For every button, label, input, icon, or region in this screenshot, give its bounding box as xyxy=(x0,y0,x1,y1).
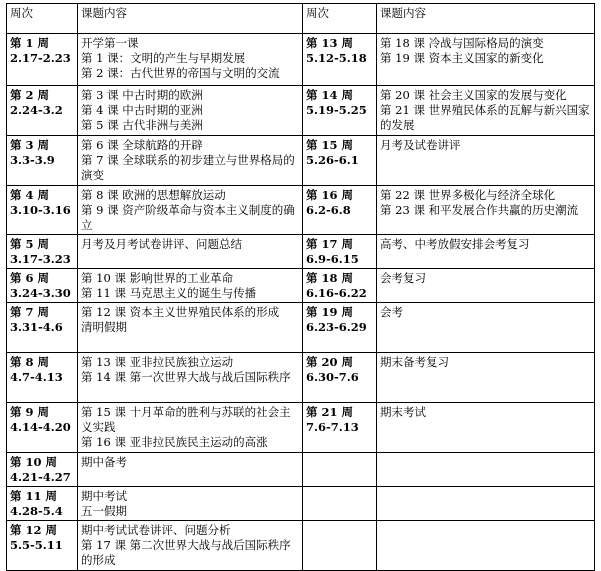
week-cell-left xyxy=(7,303,78,353)
table-row xyxy=(7,136,595,186)
lesson-line: 第 22 课 世界多极化与经济全球化 xyxy=(380,188,556,202)
week-label: 第 18 周 xyxy=(306,271,354,285)
week-label: 第 21 周 xyxy=(306,405,354,419)
content-cell-left xyxy=(78,453,303,487)
week-cell-right xyxy=(303,403,377,453)
header-week-right: 周次 xyxy=(303,4,377,34)
week-label: 第 5 周 xyxy=(10,237,50,251)
week-dates: 4.21-4.27 xyxy=(10,470,71,484)
lesson-line: 第 8 课 欧洲的思想解放运动 xyxy=(81,188,226,202)
week-label: 第 4 周 xyxy=(10,188,50,202)
lesson-line: 第 2 课：古代世界的帝国与文明的交流 xyxy=(81,66,280,80)
lesson-line: 第 7 课 全球联系的初步建立与世界格局的演变 xyxy=(81,153,295,182)
week-dates: 6.9-6.15 xyxy=(306,252,359,266)
week-label: 第 20 周 xyxy=(306,355,354,369)
week-label: 第 3 周 xyxy=(10,138,50,152)
schedule-table xyxy=(6,3,595,571)
week-cell-left xyxy=(7,86,78,136)
week-cell-left xyxy=(7,487,78,521)
content-cell-right xyxy=(377,186,595,235)
week-dates: 2.24-3.2 xyxy=(10,103,63,117)
week-dates: 6.23-6.29 xyxy=(306,320,367,334)
lesson-line: 高考、中考放假安排会考复习 xyxy=(380,237,530,251)
week-cell-left xyxy=(7,453,78,487)
content-cell-right xyxy=(377,136,595,186)
lesson-line: 第 14 课 第一次世界大战与战后国际秩序 xyxy=(81,370,291,384)
week-dates: 6.2-6.8 xyxy=(306,203,351,217)
content-cell-right xyxy=(377,453,595,487)
week-dates: 7.6-7.13 xyxy=(306,420,359,434)
content-cell-left xyxy=(78,403,303,453)
content-cell-left xyxy=(78,86,303,136)
week-dates: 5.26-6.1 xyxy=(306,153,359,167)
week-cell-left xyxy=(7,235,78,269)
content-cell-left xyxy=(78,186,303,235)
content-cell-right xyxy=(377,403,595,453)
content-cell-left xyxy=(78,269,303,303)
week-cell-right xyxy=(303,136,377,186)
week-label: 第 15 周 xyxy=(306,138,354,152)
lesson-line: 第 19 课 资本主义国家的新变化 xyxy=(380,51,544,65)
lesson-line: 第 17 课 第二次世界大战与战后国际秩序的形成 xyxy=(81,538,291,567)
lesson-line: 第 16 课 亚非拉民族民主运动的高涨 xyxy=(81,435,268,449)
header-content-left: 课题内容 xyxy=(78,4,303,34)
table-row xyxy=(7,453,595,487)
week-cell-right xyxy=(303,353,377,403)
week-dates: 3.24-3.30 xyxy=(10,286,71,300)
week-cell-right xyxy=(303,269,377,303)
lesson-line: 期中考试 xyxy=(81,489,127,503)
lesson-line: 开学第一课 xyxy=(81,36,139,50)
lesson-line: 第 5 课 古代非洲与美洲 xyxy=(81,118,203,132)
table-row xyxy=(7,521,595,571)
content-cell-left xyxy=(78,235,303,269)
week-cell-right xyxy=(303,34,377,86)
lesson-line: 第 3 课 中古时期的欧洲 xyxy=(81,88,203,102)
week-label: 第 7 周 xyxy=(10,305,50,319)
lesson-line: 月考及试卷讲评 xyxy=(380,138,461,152)
week-cell-left xyxy=(7,521,78,571)
week-label: 第 17 周 xyxy=(306,237,354,251)
content-cell-left xyxy=(78,353,303,403)
week-dates: 2.17-2.23 xyxy=(10,51,71,65)
lesson-line: 清明假期 xyxy=(81,320,127,334)
table-row xyxy=(7,353,595,403)
week-label: 第 13 周 xyxy=(306,36,354,50)
week-label: 第 16 周 xyxy=(306,188,354,202)
lesson-line: 第 21 课 世界殖民体系的瓦解与新兴国家的发展 xyxy=(380,103,590,132)
lesson-line: 第 1 课：文明的产生与早期发展 xyxy=(81,51,246,65)
lesson-line: 五一假期 xyxy=(81,504,127,518)
header-week-left: 周次 xyxy=(7,4,78,34)
week-dates: 5.12-5.18 xyxy=(306,51,367,65)
lesson-line: 会考复习 xyxy=(380,271,426,285)
week-dates: 4.28-5.4 xyxy=(10,504,63,518)
week-label: 第 12 周 xyxy=(10,523,58,537)
table-row xyxy=(7,186,595,235)
week-cell-right xyxy=(303,521,377,571)
content-cell-right xyxy=(377,34,595,86)
table-row xyxy=(7,34,595,86)
lesson-line: 第 9 课 资产阶级革命与资本主义制度的确立 xyxy=(81,203,295,232)
week-cell-right xyxy=(303,303,377,353)
week-cell-right xyxy=(303,487,377,521)
header-content-right: 课题内容 xyxy=(377,4,595,34)
week-dates: 3.31-4.6 xyxy=(10,320,63,334)
lesson-line: 期中考试试卷讲评、问题分析 xyxy=(81,523,231,537)
content-cell-right xyxy=(377,303,595,353)
table-row xyxy=(7,487,595,521)
week-dates: 6.16-6.22 xyxy=(306,286,367,300)
lesson-line: 第 4 课 中古时期的亚洲 xyxy=(81,103,203,117)
lesson-line: 第 6 课 全球航路的开辟 xyxy=(81,138,203,152)
lesson-line: 月考及月考试卷讲评、问题总结 xyxy=(81,237,242,251)
week-label: 第 11 周 xyxy=(10,489,58,503)
content-cell-left xyxy=(78,521,303,571)
lesson-line: 第 13 课 亚非拉民族独立运动 xyxy=(81,355,234,369)
week-cell-left xyxy=(7,269,78,303)
week-cell-left xyxy=(7,186,78,235)
week-dates: 5.5-5.11 xyxy=(10,538,63,552)
week-label: 第 8 周 xyxy=(10,355,50,369)
lesson-line: 期末备考复习 xyxy=(380,355,449,369)
table-row xyxy=(7,303,595,353)
week-dates: 3.17-3.23 xyxy=(10,252,71,266)
week-dates: 5.19-5.25 xyxy=(306,103,367,117)
lesson-line: 第 23 课 和平发展合作共赢的历史潮流 xyxy=(380,203,579,217)
week-label: 第 10 周 xyxy=(10,455,58,469)
content-cell-right xyxy=(377,487,595,521)
week-cell-right xyxy=(303,86,377,136)
table-row xyxy=(7,86,595,136)
content-cell-right xyxy=(377,235,595,269)
week-label: 第 9 周 xyxy=(10,405,50,419)
lesson-line: 第 18 课 冷战与国际格局的演变 xyxy=(380,36,544,50)
content-cell-left xyxy=(78,34,303,86)
week-label: 第 6 周 xyxy=(10,271,50,285)
week-dates: 4.7-4.13 xyxy=(10,370,63,384)
week-label: 第 2 周 xyxy=(10,88,50,102)
lesson-line: 第 20 课 社会主义国家的发展与变化 xyxy=(380,88,567,102)
content-cell-left xyxy=(78,303,303,353)
week-dates: 3.3-3.9 xyxy=(10,153,55,167)
content-cell-right xyxy=(377,353,595,403)
week-cell-left xyxy=(7,353,78,403)
lesson-line: 会考 xyxy=(380,305,403,319)
content-cell-right xyxy=(377,521,595,571)
schedule-body xyxy=(7,34,595,571)
header-row xyxy=(7,4,595,34)
lesson-line: 第 12 课 资本主义世界殖民体系的形成 xyxy=(81,305,280,319)
week-dates: 3.10-3.16 xyxy=(10,203,71,217)
week-cell-right xyxy=(303,186,377,235)
content-cell-right xyxy=(377,86,595,136)
week-label: 第 19 周 xyxy=(306,305,354,319)
lesson-line: 期中备考 xyxy=(81,455,127,469)
week-dates: 4.14-4.20 xyxy=(10,420,71,434)
table-row xyxy=(7,269,595,303)
lesson-line: 第 10 课 影响世界的工业革命 xyxy=(81,271,234,285)
week-cell-left xyxy=(7,136,78,186)
lesson-line: 期末考试 xyxy=(380,405,426,419)
week-cell-right xyxy=(303,453,377,487)
lesson-line: 第 11 课 马克思主义的诞生与传播 xyxy=(81,286,257,300)
table-row xyxy=(7,235,595,269)
week-cell-left xyxy=(7,403,78,453)
content-cell-left xyxy=(78,487,303,521)
content-cell-left xyxy=(78,136,303,186)
week-label: 第 1 周 xyxy=(10,36,50,50)
week-dates: 6.30-7.6 xyxy=(306,370,359,384)
week-label: 第 14 周 xyxy=(306,88,354,102)
lesson-line: 第 15 课 十月革命的胜利与苏联的社会主义实践 xyxy=(81,405,291,434)
week-cell-right xyxy=(303,235,377,269)
table-row xyxy=(7,403,595,453)
week-cell-left xyxy=(7,34,78,86)
content-cell-right xyxy=(377,269,595,303)
